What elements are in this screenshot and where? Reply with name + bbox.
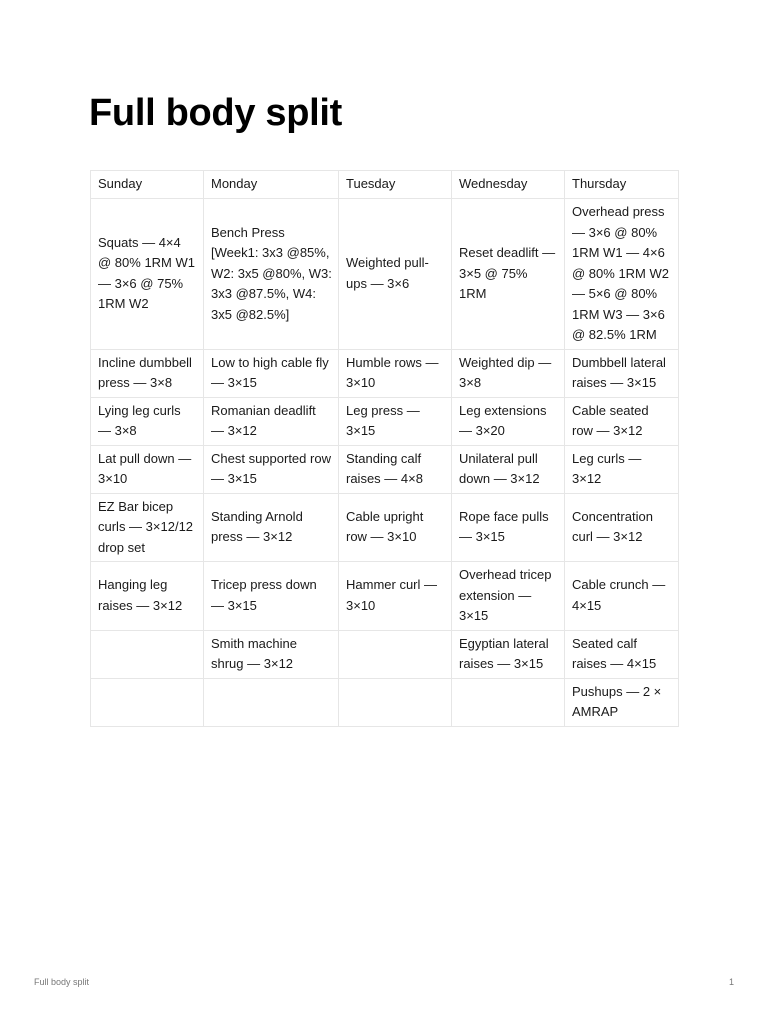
table-row <box>91 349 679 397</box>
table-header-row <box>91 171 679 199</box>
table-cell: Lying leg curls — 3×8 <box>91 397 204 445</box>
table-cell: Overhead press — 3×6 @ 80% 1RM W1 — 4×6 @ 80% 1RM W2 — 5×6 @ 80% 1RM W3 — 3×6 @ 82.5% 1RM <box>565 199 679 350</box>
table-cell <box>452 678 565 726</box>
table-cell: Egyptian lateral raises — 3×15 <box>452 630 565 678</box>
table-cell: EZ Bar bicep curls — 3×12/12 drop set <box>91 493 204 562</box>
table-cell: Cable seated row — 3×12 <box>565 397 679 445</box>
table-cell: Standing Arnold press — 3×12 <box>204 493 339 562</box>
table-row <box>91 678 679 726</box>
table-cell: Unilateral pull down — 3×12 <box>452 445 565 493</box>
table-cell: Hanging leg raises — 3×12 <box>91 562 204 631</box>
table-cell: Leg curls — 3×12 <box>565 445 679 493</box>
table-cell: Humble rows — 3×10 <box>339 349 452 397</box>
table-cell: Leg extensions — 3×20 <box>452 397 565 445</box>
footer-page-number: 1 <box>728 977 734 987</box>
table-row <box>91 493 679 562</box>
table-cell <box>339 630 452 678</box>
table-cell: Reset deadlift — 3×5 @ 75% 1RM <box>452 199 565 350</box>
table-cell: Chest supported row — 3×15 <box>204 445 339 493</box>
workout-table <box>90 170 679 727</box>
table-row <box>91 445 679 493</box>
table-cell: Cable crunch — 4×15 <box>565 562 679 631</box>
table-cell <box>91 678 204 726</box>
table-cell: Rope face pulls — 3×15 <box>452 493 565 562</box>
table-row <box>91 562 679 631</box>
table-cell: Smith machine shrug — 3×12 <box>204 630 339 678</box>
table-cell: Bench Press [Week1: 3x3 @85%, W2: 3x5 @80%, W3: 3x3 @87.5%, W4: 3x5 @82.5%] <box>204 199 339 350</box>
table-cell: Cable upright row — 3×10 <box>339 493 452 562</box>
table-cell: Low to high cable fly — 3×15 <box>204 349 339 397</box>
table-row <box>91 397 679 445</box>
table-cell: Lat pull down — 3×10 <box>91 445 204 493</box>
table-cell <box>91 630 204 678</box>
table-cell <box>339 678 452 726</box>
table-cell: Seated calf raises — 4×15 <box>565 630 679 678</box>
header-monday: Monday <box>204 171 339 199</box>
header-sunday: Sunday <box>91 171 204 199</box>
table-cell: Leg press — 3×15 <box>339 397 452 445</box>
table-cell: Dumbbell lateral raises — 3×15 <box>565 349 679 397</box>
table-cell: Weighted pull-ups — 3×6 <box>339 199 452 350</box>
table-cell: Pushups — 2 × AMRAP <box>565 678 679 726</box>
header-wednesday: Wednesday <box>452 171 565 199</box>
table-cell: Hammer curl — 3×10 <box>339 562 452 631</box>
table-cell: Romanian deadlift — 3×12 <box>204 397 339 445</box>
header-thursday: Thursday <box>565 171 679 199</box>
table-cell: Weighted dip — 3×8 <box>452 349 565 397</box>
table-cell: Tricep press down — 3×15 <box>204 562 339 631</box>
table-cell: Overhead tricep extension — 3×15 <box>452 562 565 631</box>
table-row <box>91 630 679 678</box>
page-title: Full body split <box>89 92 343 134</box>
table-cell: Squats — 4×4 @ 80% 1RM W1 — 3×6 @ 75% 1RM W2 <box>91 199 204 350</box>
table-cell: Standing calf raises — 4×8 <box>339 445 452 493</box>
table-cell <box>204 678 339 726</box>
table-cell: Incline dumbbell press — 3×8 <box>91 349 204 397</box>
footer-document-title: Full body split <box>34 977 90 987</box>
table-row <box>91 199 679 350</box>
header-tuesday: Tuesday <box>339 171 452 199</box>
table-cell: Concentration curl — 3×12 <box>565 493 679 562</box>
